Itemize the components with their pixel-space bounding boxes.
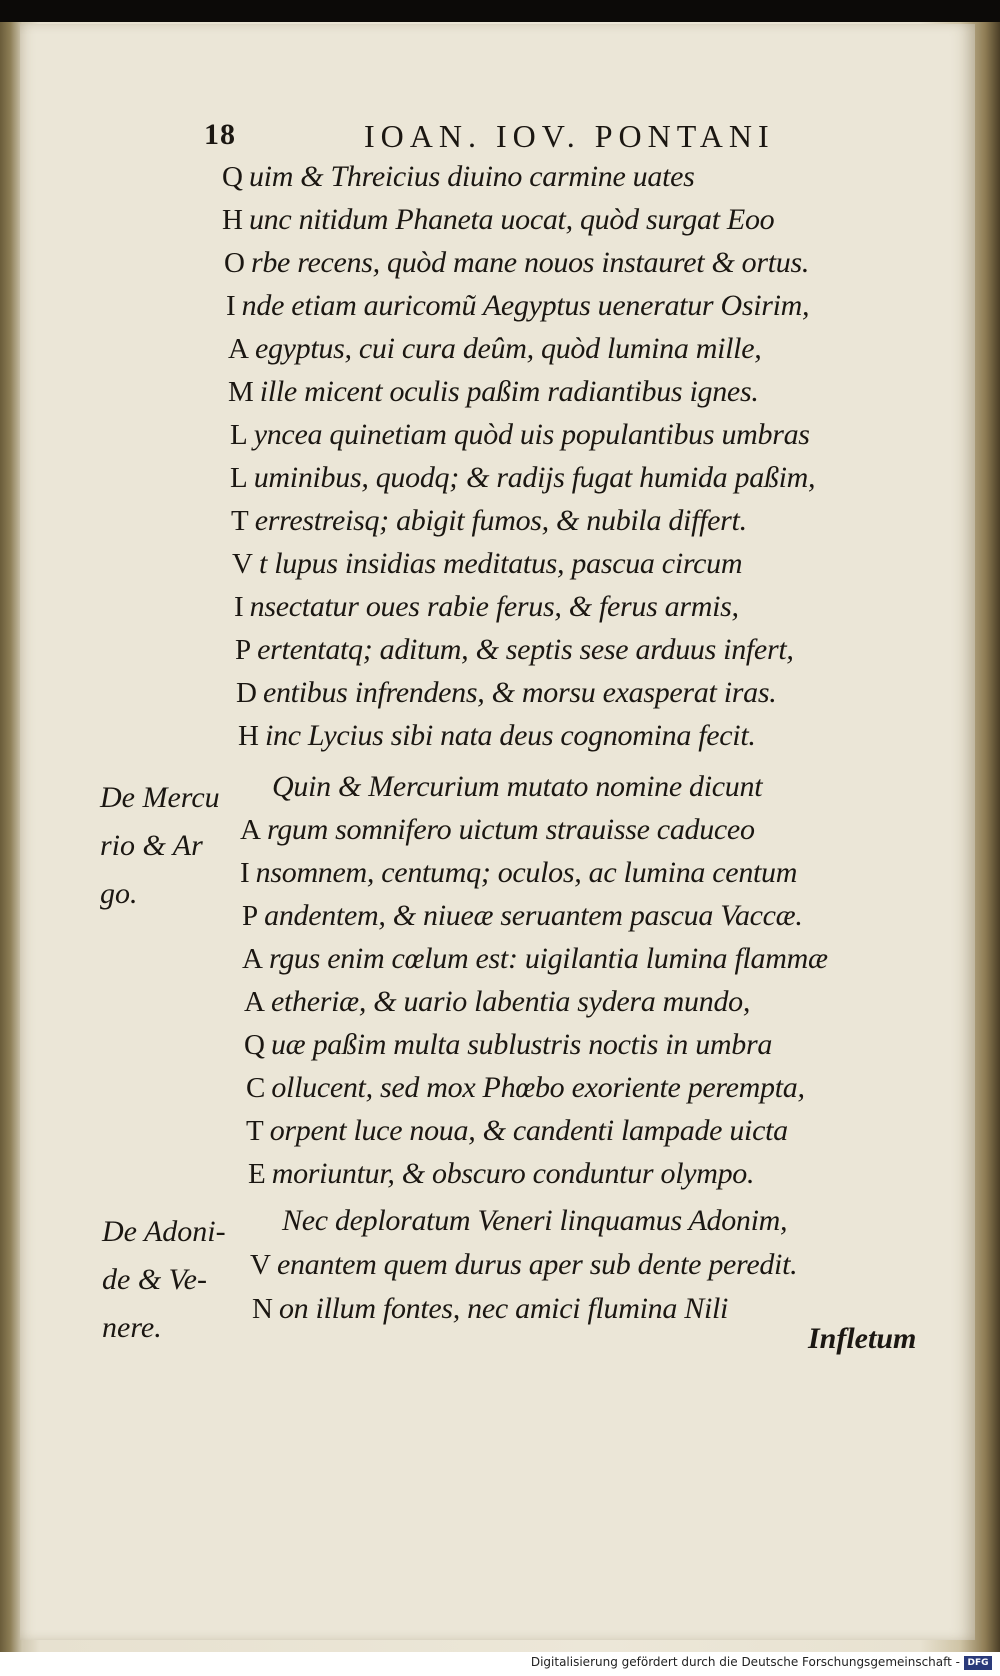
verse-line [235,633,794,673]
dfg-logo-icon: DFG [964,1656,992,1670]
verse-initial: Q [244,1029,265,1061]
verse-text: ille micent oculis paßim radiantibus ignes. [259,375,759,408]
verse-initial: L [230,419,248,451]
verse-line [246,1071,805,1111]
page-number: 18 [204,118,236,151]
margin-note-line: de & Ve- [102,1263,207,1296]
verse-initial: T [231,505,249,537]
verse-line [244,1028,772,1068]
verse-text: orpent luce noua, & candenti lampade uicta [269,1114,788,1147]
verse-initial: Q [222,161,243,193]
verse-initial: D [236,677,257,709]
margin-note-line: De Adoni- [102,1215,226,1248]
verse-initial: V [250,1249,271,1281]
verse-text: moriuntur, & obscuro conduntur olympo. [271,1157,755,1190]
verse-line [230,418,810,458]
verse-line [228,375,759,415]
verse-line [246,1114,788,1154]
verse-line [276,1204,787,1244]
verse-initial: T [246,1115,264,1147]
verse-initial: P [235,634,252,666]
verse-line [242,899,803,939]
verse-line [242,942,828,982]
verse-line [226,289,809,329]
verse-line [231,504,747,544]
verse-text: rgum somnifero uictum strauisse caduceo [266,813,755,846]
verse-text: uminibus, quodq; & radijs fugat humida paßim, [253,461,816,494]
verse-initial: H [222,204,243,236]
verse-initial: A [240,814,261,846]
verse-initial: M [228,376,254,408]
margin-note-line: go. [100,877,138,910]
verse-initial: I [234,591,244,623]
verse-initial: I [226,290,236,322]
verse-initial: V [232,548,253,580]
verse-line [240,813,755,853]
verse-text: nsectatur oues rabie ferus, & ferus armis, [249,590,739,623]
verse-text: rbe recens, quòd mane nouos instauret & ortus. [250,246,810,279]
verse-text: nde etiam auricomũ Aegyptus ueneratur Osirim, [241,289,810,322]
running-head: IOAN. IOV. PONTANI [364,118,775,154]
verse-text: errestreisq; abigit fumos, & nubila differt. [254,504,747,537]
verse-text: unc nitidum Phaneta uocat, quòd surgat Eoo [248,203,775,236]
verse-line [266,770,762,810]
verse-text: entibus infrendens, & morsu exasperat iras. [262,676,777,709]
verse-line [234,590,739,630]
verse-line [236,676,776,716]
verse-initial: L [230,462,248,494]
verse-line [240,856,797,896]
verse-line [238,719,756,759]
verse-text: on illum fontes, nec amici flumina Nili [278,1292,729,1325]
page-header [0,118,1000,158]
footer-credit: Digitalisierung gefördert durch die Deutsche Forschungsgemeinschaft - [530,1655,960,1669]
verse-line [232,547,742,587]
verse-text: etheriæ, & uario labentia sydera mundo, [270,985,751,1018]
verse-line [248,1157,754,1197]
verse-line [252,1292,728,1332]
verse-text: Quin & Mercurium mutato nomine dicunt [272,770,763,803]
verse-line [224,246,809,286]
verse-text: uæ paßim multa sublustris noctis in umbra [270,1028,773,1061]
verse-line [250,1248,797,1288]
margin-note-line: rio & Ar [100,829,203,862]
verse-line [230,461,815,501]
verse-initial: I [240,857,250,889]
verse-text: egyptus, cui cura deûm, quòd lumina mille, [254,332,762,365]
verse-initial: A [244,986,265,1018]
verse-text: uim & Threicius diuino carmine uates [248,160,695,193]
top-edge [0,0,1000,22]
verse-text: inc Lycius sibi nata deus cognomina fecit. [264,719,756,752]
verse-initial: H [238,720,259,752]
verse-initial: C [246,1072,266,1104]
catchword: Infletum [808,1322,917,1355]
margin-note-line: nere. [102,1311,162,1344]
margin-note-line: De Mercu [100,781,220,814]
verse-line [222,203,774,243]
verse-line [244,985,750,1025]
verse-text: Nec deploratum Veneri linquamus Adonim, [282,1204,788,1237]
verse-text: nsomnem, centumq; oculos, ac lumina centum [255,856,798,889]
verse-initial: A [228,333,249,365]
margin-note-mercurio [100,774,220,918]
verse-initial: P [242,900,259,932]
verse-initial: E [248,1158,266,1190]
verse-line [222,160,695,200]
verse-text: t lupus insidias meditatus, pascua circum [258,547,743,580]
verse-initial: N [252,1293,273,1325]
verse-text: enantem quem durus aper sub dente peredit. [276,1248,798,1281]
verse-text: ollucent, sed mox Phœbo exoriente perempta, [271,1071,805,1104]
footer-bar [0,1652,1000,1676]
margin-note-adonide [102,1208,226,1352]
verse-initial: O [224,247,245,279]
verse-text: rgus enim cœlum est: uigilantia lumina flammæ [268,942,828,975]
verse-text: ertentatq; aditum, & septis sese arduus infert, [257,633,794,666]
verse-initial: A [242,943,263,975]
verse-line [228,332,761,372]
verse-text: andentem, & niueæ seruantem pascua Vaccæ. [264,899,803,932]
verse-text: yncea quinetiam quòd uis populantibus umbras [253,418,810,451]
